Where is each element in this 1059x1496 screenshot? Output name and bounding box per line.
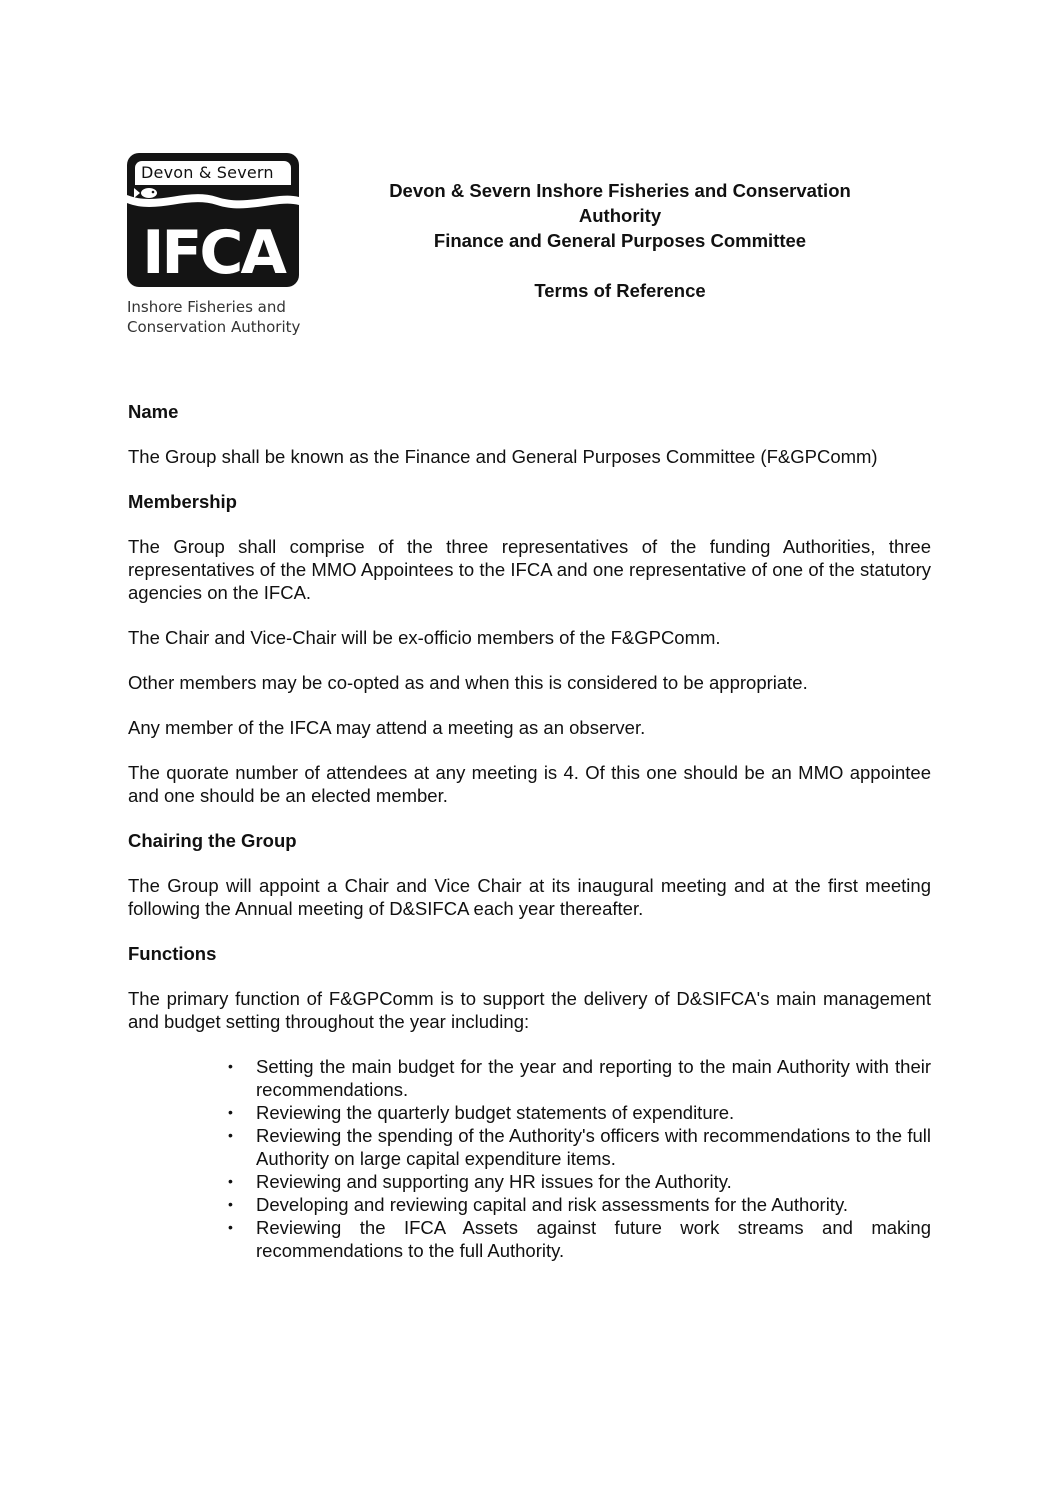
logo-main-text: IFCA: [142, 218, 284, 287]
bullet-icon: •: [228, 1127, 233, 1143]
list-item: [228, 1170, 931, 1193]
section-heading-chairing: Chairing the Group: [128, 830, 297, 851]
bullet-icon: •: [228, 1219, 233, 1235]
list-item-text: Reviewing the quarterly budget statements of expenditure.: [256, 1102, 735, 1123]
list-item-text: Reviewing and supporting any HR issues for the Authority.: [256, 1171, 732, 1192]
section-heading-name: Name: [128, 401, 179, 422]
list-item: [228, 1193, 931, 1216]
header-title-line: Devon & Severn Inshore Fisheries and Conservation: [389, 180, 851, 201]
paragraph: The Group shall be known as the Finance and General Purposes Committee (F&GPComm): [128, 446, 878, 467]
document-subtitle: Terms of Reference: [534, 280, 706, 301]
paragraph: The Group shall comprise of the three representatives of the funding Authorities, three representatives of the MMO Appointees to the IFCA and one representative of one of the statutory agencies on the IFCA.: [128, 536, 931, 603]
list-item-text: Setting the main budget for the year and reporting to the main Authority with their recommendations.: [256, 1056, 931, 1100]
committee-title: Finance and General Purposes Committee: [433, 230, 807, 251]
list-item: [228, 1101, 931, 1124]
paragraph: The Chair and Vice-Chair will be ex-officio members of the F&GPComm.: [128, 627, 721, 648]
header-title-line: Authority: [578, 205, 662, 226]
logo-caption: [127, 297, 299, 337]
bullet-icon: •: [228, 1173, 233, 1189]
ifca-logo: [127, 153, 299, 337]
list-item: [228, 1124, 931, 1170]
bullet-icon: •: [228, 1196, 233, 1212]
document-header: [320, 178, 920, 303]
functions-list: [228, 1055, 931, 1262]
section-heading-membership: Membership: [128, 491, 237, 512]
document-body: [128, 400, 931, 1262]
paragraph: The Group will appoint a Chair and Vice Chair at its inaugural meeting and at the first meeting following the Annual meeting of D&SIFCA each year thereafter.: [128, 875, 931, 919]
section-heading-functions: Functions: [128, 943, 217, 964]
paragraph: The quorate number of attendees at any meeting is 4. Of this one should be an MMO appointee and one should be an elected member.: [128, 762, 931, 806]
fish-wave-icon: [127, 181, 299, 221]
logo-caption-line: Inshore Fisheries and: [127, 298, 286, 316]
logo-badge: [127, 153, 299, 287]
list-item-text: Reviewing the IFCA Assets against future work streams and making recommendations to the full Authority.: [256, 1217, 931, 1261]
logo-caption-line: Conservation Authority: [127, 318, 301, 336]
list-item-text: Developing and reviewing capital and risk assessments for the Authority.: [256, 1194, 848, 1215]
list-item: [228, 1216, 931, 1262]
list-item-text: Reviewing the spending of the Authority's officers with recommendations to the full Authority on large capital expenditure items.: [256, 1125, 931, 1169]
bullet-icon: •: [228, 1104, 233, 1120]
paragraph: Any member of the IFCA may attend a meeting as an observer.: [128, 717, 646, 738]
list-item: [228, 1055, 931, 1101]
bullet-icon: •: [228, 1058, 233, 1074]
paragraph: The primary function of F&GPComm is to support the delivery of D&SIFCA's main management and budget setting throughout the year including:: [128, 988, 931, 1032]
paragraph: Other members may be co-opted as and when this is considered to be appropriate.: [128, 672, 808, 693]
logo-top-text: Devon & Severn: [141, 163, 274, 182]
